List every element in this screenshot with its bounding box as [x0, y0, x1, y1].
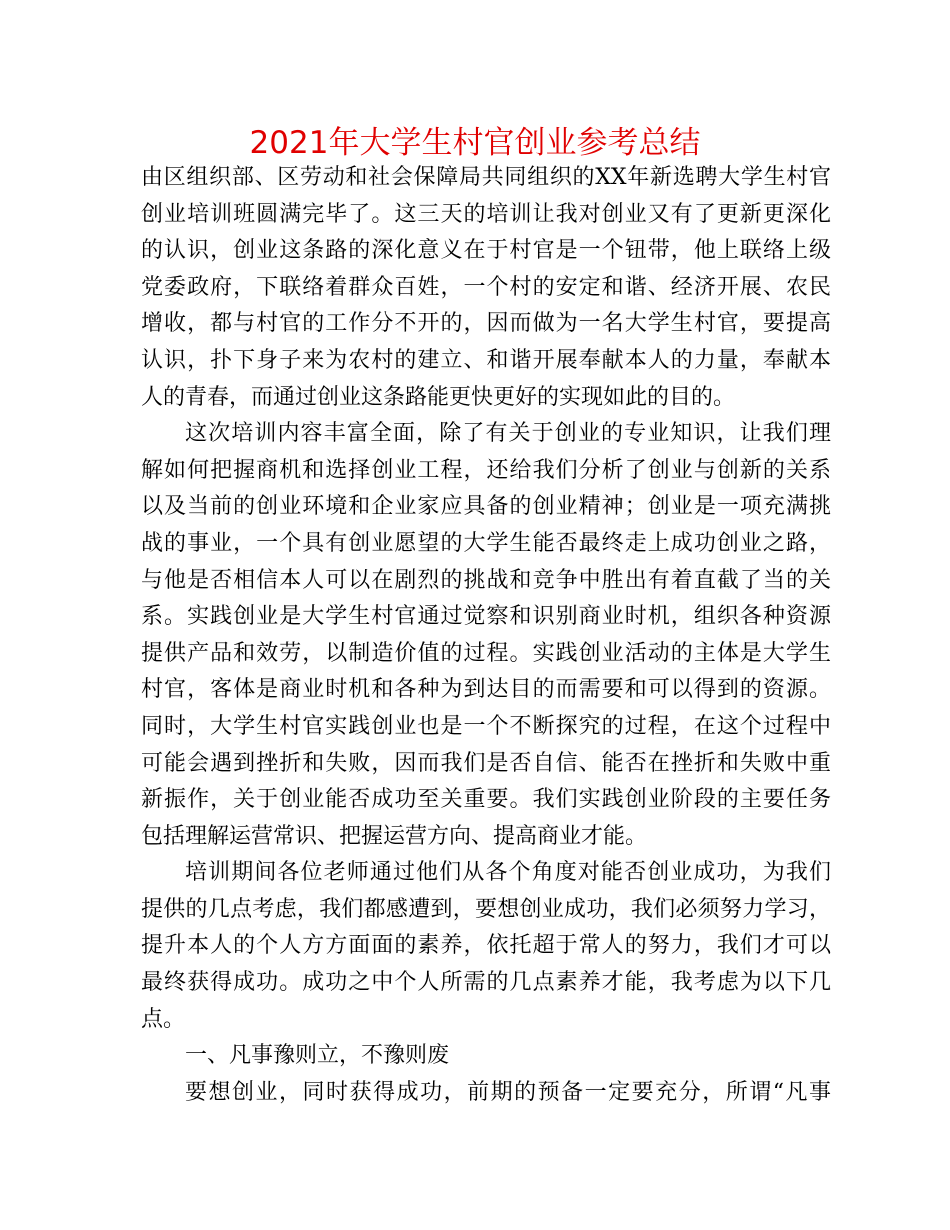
body-line: 提升本人的个人方方面面的素养，依托超于常人的努力，我们才可以 [141, 933, 831, 959]
body-line: 最终获得成功。成功之中个人所需的几点素养才能，我考虑为以下几 [141, 970, 831, 996]
body-line: 包括理解运营常识、把握运营方向、提高商业才能。 [141, 823, 648, 849]
body-line: 要想创业，同时获得成功，前期的预备一定要充分，所谓“凡事 [185, 1079, 831, 1105]
body-line: 一、凡事豫则立，不豫则废 [185, 1043, 450, 1069]
document-title: 2021年大学生村官创业参考总结 [249, 125, 701, 161]
body-line: 创业培训班圆满完毕了。这三天的培训让我对创业又有了更新更深化 [141, 201, 831, 227]
body-line: 培训期间各位老师通过他们从各个角度对能否创业成功，为我们 [185, 860, 831, 886]
body-line: 新振作，关于创业能否成功至关重要。我们实践创业阶段的主要任务 [141, 787, 831, 813]
body-line: 提供的几点考虑，我们都感遭到，要想创业成功，我们必须努力学习， [141, 896, 831, 922]
body-line: 提供产品和效劳，以制造价值的过程。实践创业活动的主体是大学生 [141, 640, 831, 666]
body-line: 同时，大学生村官实践创业也是一个不断探究的过程，在这个过程中 [141, 713, 831, 739]
body-line: 系。实践创业是大学生村官通过觉察和识别商业时机，组织各种资源 [141, 604, 831, 630]
body-line: 解如何把握商机和选择创业工程，还给我们分析了创业与创新的关系 [141, 457, 831, 483]
body-line: 点。 [141, 1006, 186, 1032]
body-line: 与他是否相信本人可以在剧烈的挑战和竞争中胜出有着直截了当的关 [141, 567, 831, 593]
body-line: 人的青春，而通过创业这条路能更快更好的实现如此的目的。 [141, 384, 736, 410]
body-line: 这次培训内容丰富全面，除了有关于创业的专业知识，让我们理 [185, 421, 831, 447]
body-line: 的认识，创业这条路的深化意义在于村官是一个钮带，他上联络上级 [141, 238, 831, 264]
body-line: 村官，客体是商业时机和各种为到达目的而需要和可以得到的资源。 [141, 677, 831, 703]
document-body [141, 160, 831, 1111]
body-line: 战的事业，一个具有创业愿望的大学生能否最终走上成功创业之路， [141, 530, 831, 556]
body-line: 可能会遇到挫折和失败，因而我们是否自信、能否在挫折和失败中重 [141, 750, 831, 776]
body-line: 增收，都与村官的工作分不开的，因而做为一名大学生村官，要提高 [141, 311, 831, 337]
body-line: 以及当前的创业环境和企业家应具备的创业精神；创业是一项充满挑 [141, 494, 831, 520]
body-line: 认识，扑下身子来为农村的建立、和谐开展奉献本人的力量，奉献本 [141, 347, 831, 373]
body-line: 党委政府，下联络着群众百姓，一个村的安定和谐、经济开展、农民 [141, 274, 831, 300]
body-line: 由区组织部、区劳动和社会保障局共同组织的XX年新选聘大学生村官 [141, 165, 831, 190]
